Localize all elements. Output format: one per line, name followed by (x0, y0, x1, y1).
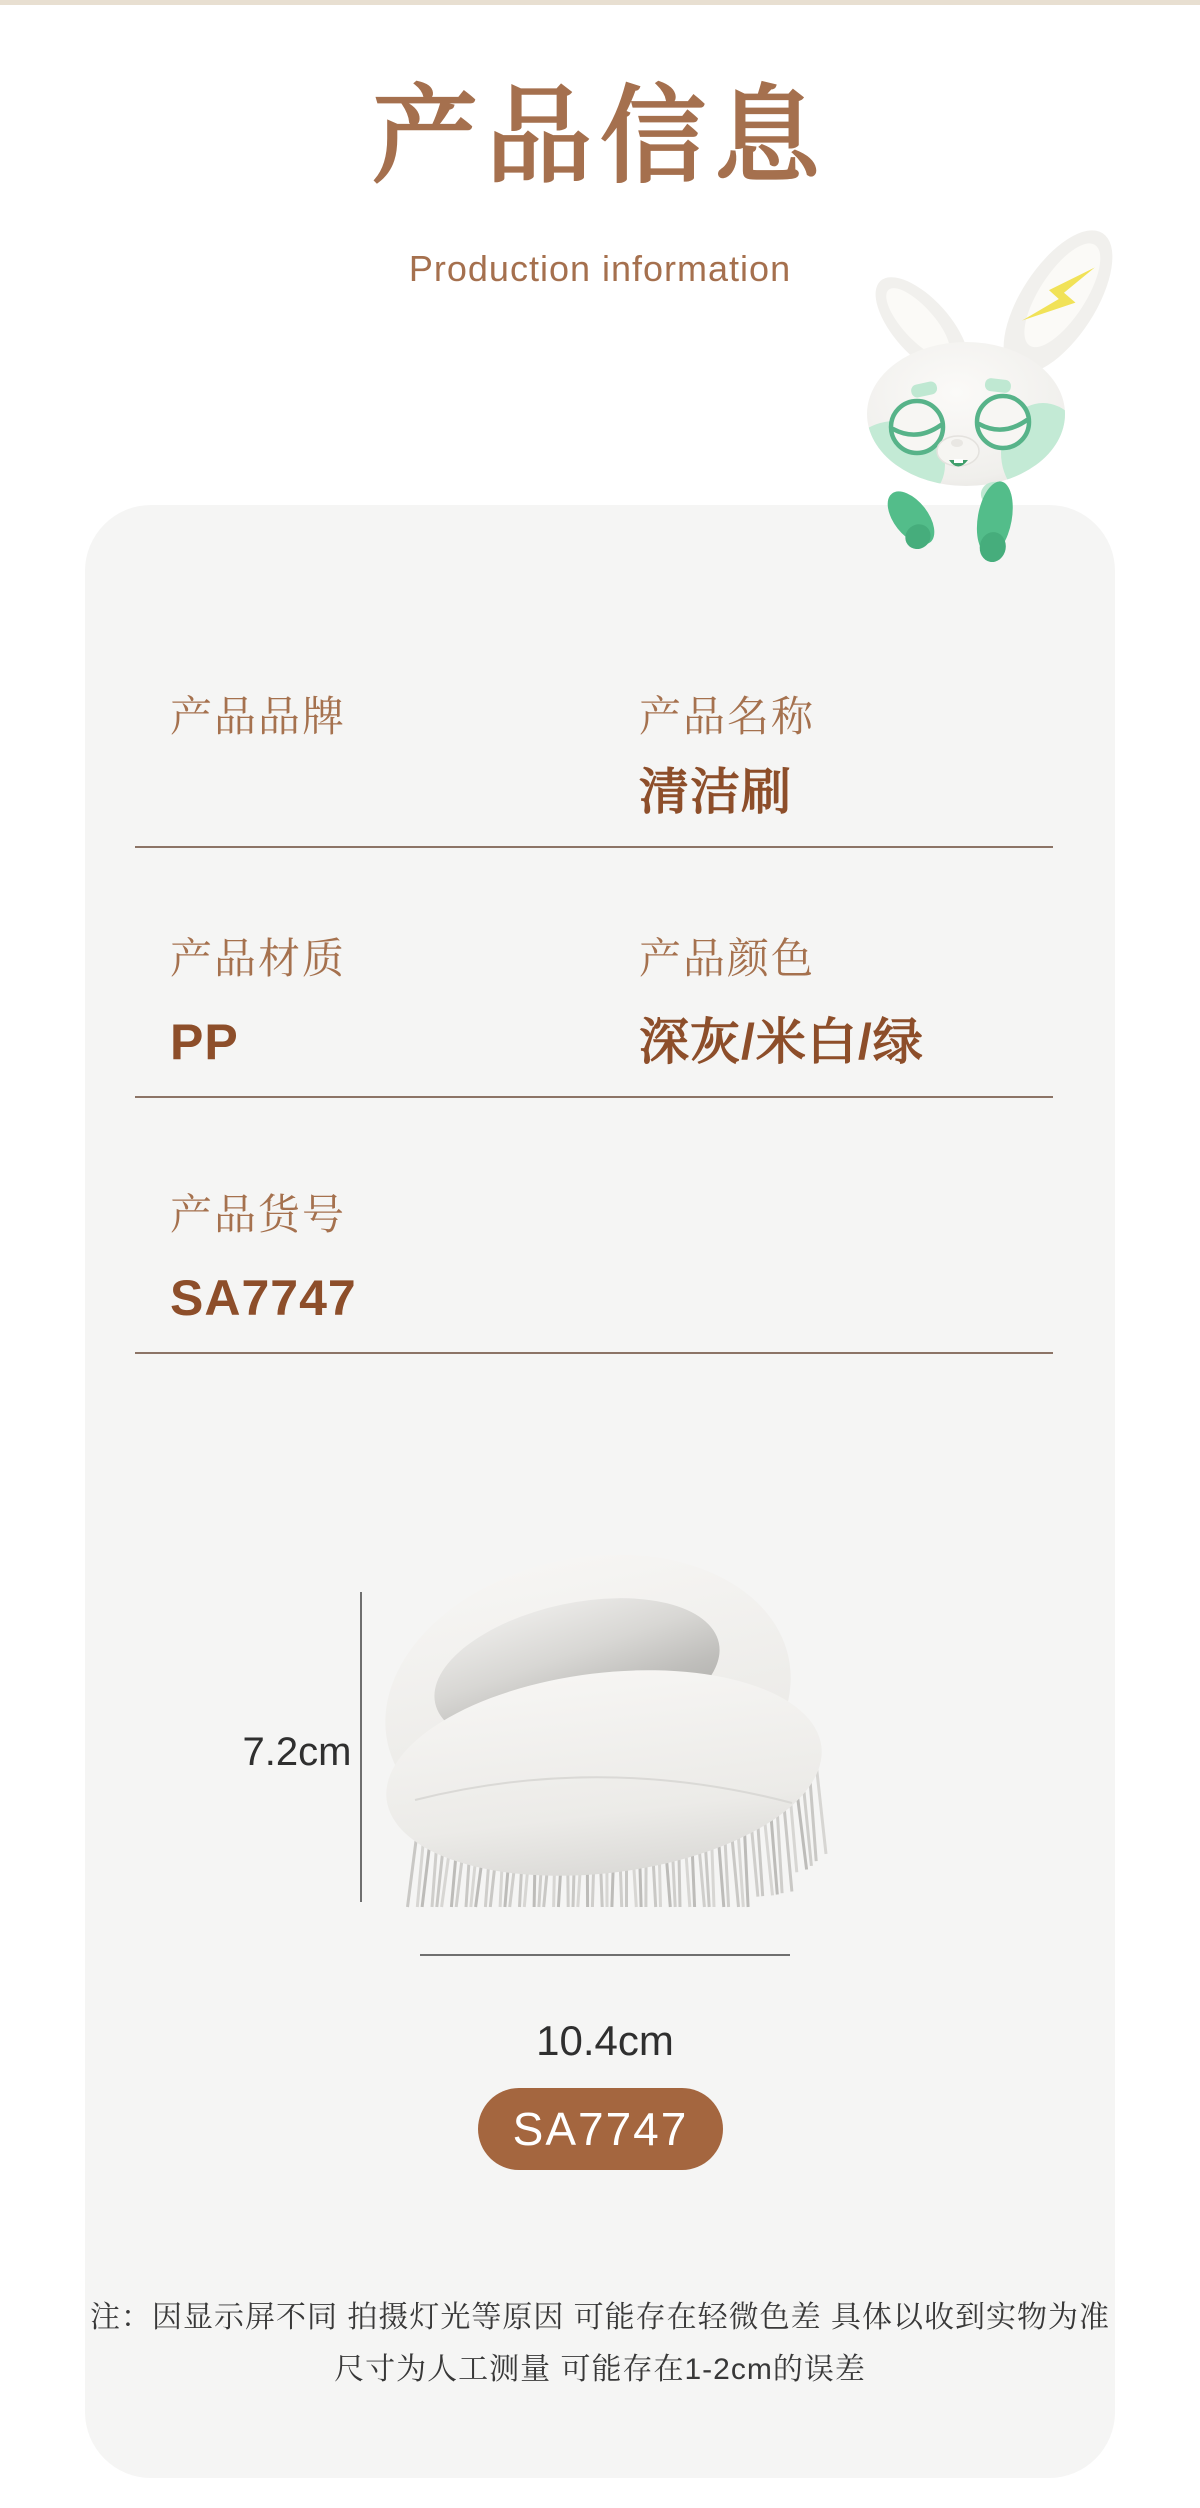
rabbit-mascot-icon (845, 215, 1145, 565)
top-border-strip (0, 0, 1200, 5)
product-info-card (85, 505, 1115, 2478)
sku-badge: SA7747 (478, 2088, 723, 2170)
width-dimension-label: 10.4cm (536, 2017, 674, 2064)
material-label: 产品材质 (170, 935, 347, 982)
sku-label: 产品货号 (170, 1191, 347, 1238)
product-image-cleaning-brush (340, 1545, 860, 1925)
page-title: 产品信息 (372, 78, 828, 196)
name-label: 产品名称 (639, 693, 816, 740)
material-value: PP (170, 1014, 239, 1070)
disclaimer-line-1: 注：因显示屏不同 拍摄灯光等原因 可能存在轻微色差 具体以收到实物为准 (89, 2301, 1110, 2334)
color-value: 深灰/米白/绿 (639, 1014, 924, 1070)
sku-value: SA7747 (170, 1270, 357, 1326)
name-value: 清洁刷 (639, 764, 792, 820)
disclaimer-line-2: 尺寸为人工测量 可能存在1-2cm的误差 (334, 2353, 866, 2386)
color-label: 产品颜色 (639, 935, 816, 982)
width-dimension-line (420, 1954, 790, 1956)
height-dimension-label: 7.2cm (242, 1730, 352, 1774)
disclaimer-note (85, 2292, 1115, 2396)
brand-label: 产品品牌 (170, 693, 347, 740)
divider (135, 1352, 1053, 1354)
divider (135, 846, 1053, 848)
divider (135, 1096, 1053, 1098)
page-subtitle: Production information (408, 248, 792, 289)
